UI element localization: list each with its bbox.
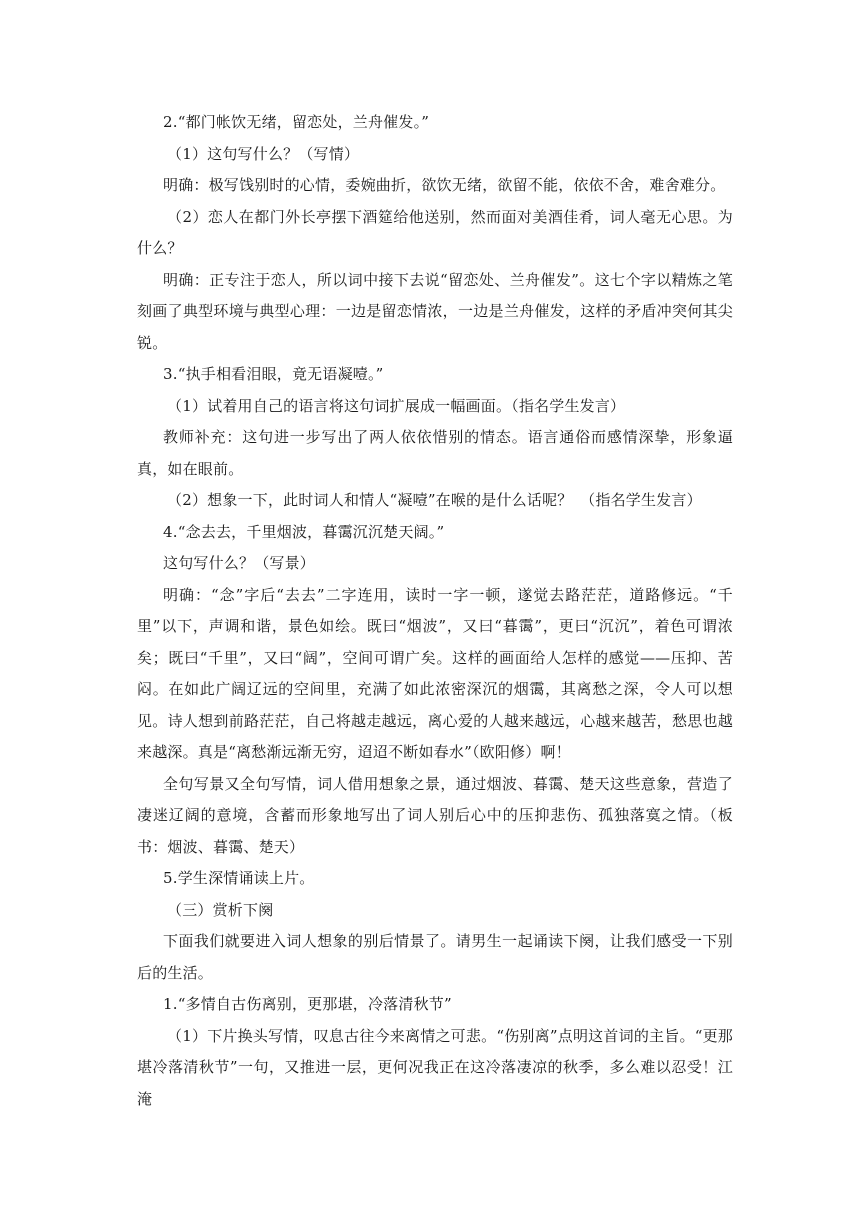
question-1: （1）试着用自己的语言将这句词扩展成一幅画面。（指名学生发言） [167,396,626,415]
question-2: （2）恋人在都门外长亭摆下酒筵给他送别，然而面对美酒佳肴，词人毫无心思。为什么？ [137,207,733,257]
section-heading-3: 3.“执手相看泪眼，竟无语凝噎。” [163,365,384,383]
document-body [137,107,733,1115]
answer-paragraph: 明确：极写饯别时的心情，委婉曲折，欲饮无绪，欲留不能，依依不舍，难舍难分。 [163,176,726,194]
question-2: （2）想象一下，此时词人和情人“凝噎”在喉的是什么话呢？ （指名学生发言） [167,491,702,509]
part-heading-3: （三）赏析下阕 [167,900,274,919]
intro-paragraph: 下面我们就要进入词人想象的别后情景了。请男生一起诵读下阕，让我们感受一下别后的生活。 [137,932,733,982]
section-heading-4: 4.“念去去，千里烟波，暮霭沉沉楚天阔。” [163,522,445,541]
section-heading-5: 5.学生深情诵读上片。 [163,869,315,887]
question: 这句写什么？（写景） [163,554,316,572]
answer-paragraph: 明确：“念”字后“去去”二字连用，读时一字一顿，遂觉去路茫茫，道路修远。“千里”以下，声调和谐，景色如绘。既曰“烟波”，又曰“暮霭”，更曰“沉沉”，着色可谓浓矣；既曰“千里”，又曰“阔”，空间可谓广矣。这样的画面给人怎样的感觉——压抑、苦闷。在如此广阔辽远的空间里，充满了如此浓密深沉的烟霭，其离愁之深，令人可以想见。诗人想到前路茫茫，自己将越走越远，离心爱的人越来越远，心越来越苦，愁思也越来越深。真是“离愁渐远渐无穷，迢迢不断如春水”（欧阳修）啊！ [137,585,733,761]
teacher-supplement: 教师补充：这句进一步写出了两人依依惜别的情态。语言通俗而感情深挚，形象逼真，如在眼前。 [137,428,733,478]
section-heading-2: 2.“都门帐饮无绪，留恋处，兰舟催发。” [163,113,430,131]
question-1: （1）这句写什么？（写情） [167,144,360,163]
analysis-paragraph: （1）下片换头写情，叹息古往今来离情之可悲。“伤别离”点明这首词的主旨。“更那堪冷落清秋节”一句，又推进一层，更何况我正在这冷落凄凉的秋季，多么难以忍受！江淹 [137,1026,733,1108]
answer-paragraph: 明确：正专注于恋人，所以词中接下去说“留恋处、兰舟催发”。这七个字以精炼之笔刻画了典型环境与典型心理：一边是留恋情浓，一边是兰舟催发，这样的矛盾冲突何其尖锐。 [137,270,733,352]
section-heading-1: 1.“多情自古伤离别，更那堪，冷落清秋节” [163,995,452,1013]
summary-paragraph: 全句写景又全句写情，词人借用想象之景，通过烟波、暮霭、楚天这些意象，营造了凄迷辽阔的意境，含蓄而形象地写出了词人别后心中的压抑悲伤、孤独落寞之情。（板书：烟波、暮霭、楚天） [137,774,733,856]
